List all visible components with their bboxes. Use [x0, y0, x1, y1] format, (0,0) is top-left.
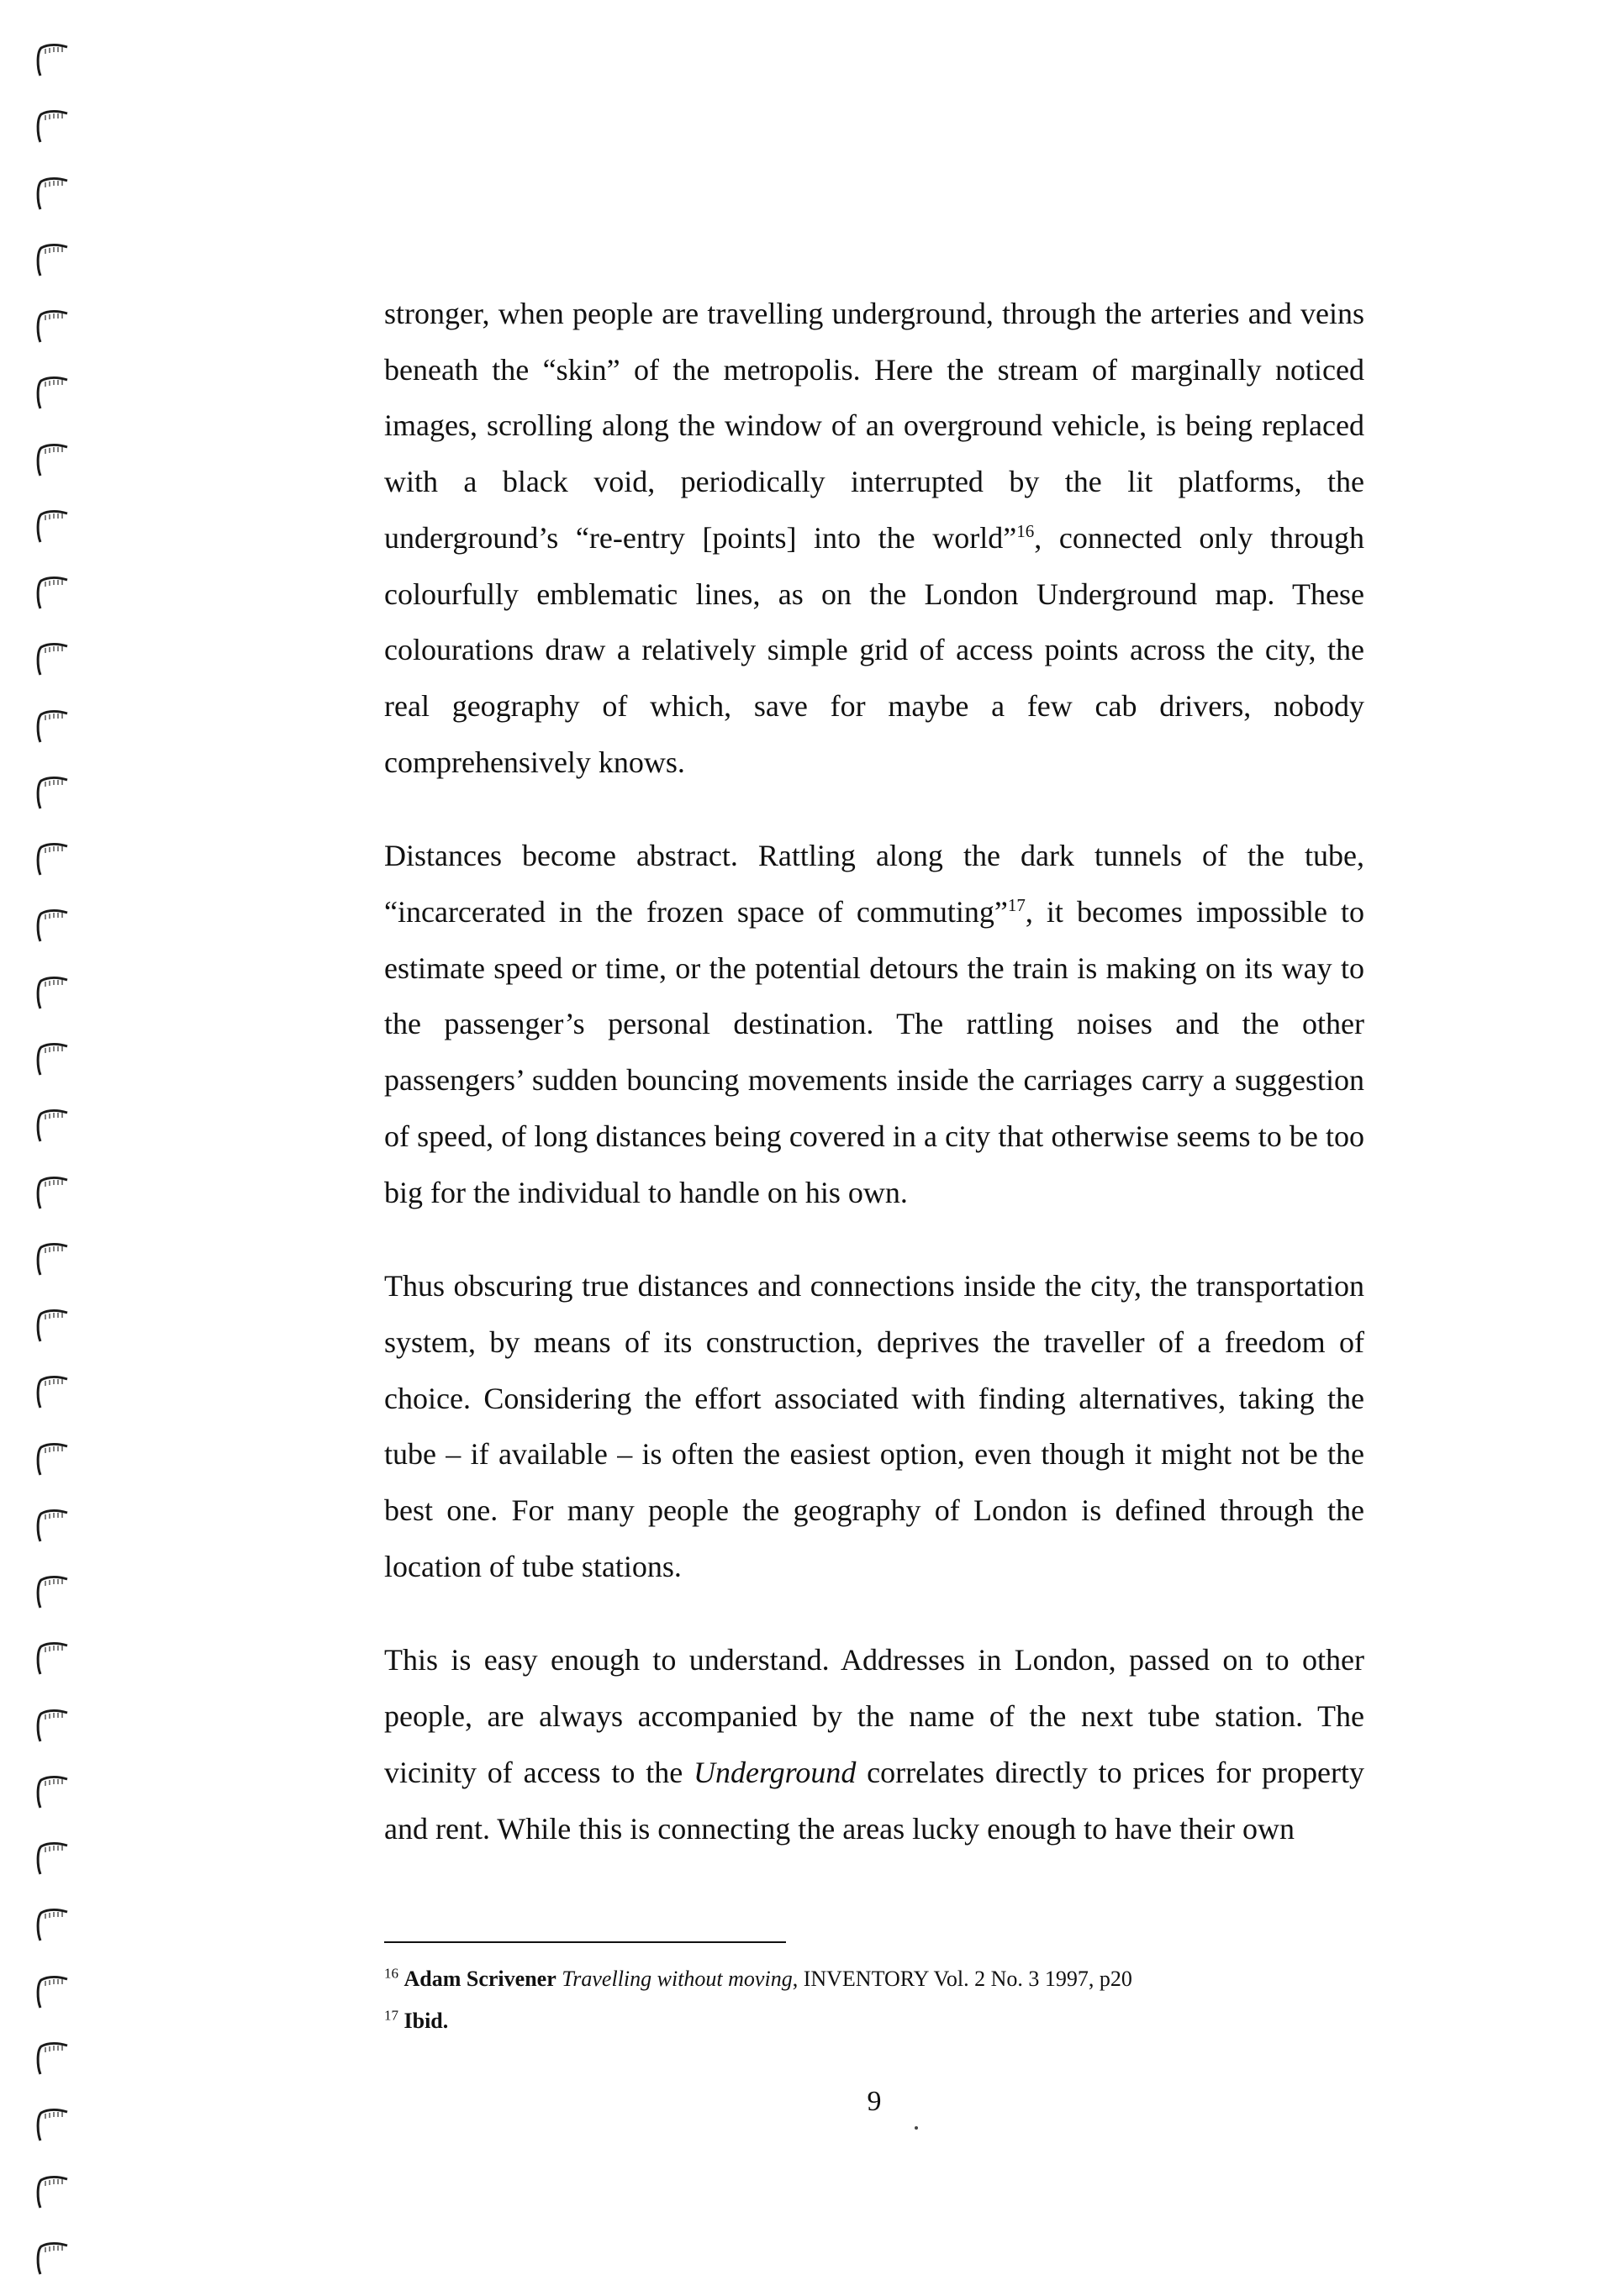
binding-ring-icon	[34, 2041, 71, 2077]
binding-ring-icon	[34, 308, 71, 345]
footnote-text: Ibid.	[404, 2009, 449, 2033]
binding-ring-icon	[34, 1640, 71, 1677]
binding-ring-icon	[34, 1574, 71, 1611]
binding-ring-icon	[34, 908, 71, 945]
paragraph-4	[384, 1632, 1364, 1856]
spiral-binding	[34, 42, 76, 2278]
paragraph-1-text-cont: , connected only through colourfully emblematic lines, as on the London Underground map. These colourations draw a relatively simple grid of access points across the city, the real geography of which, save for maybe a few cab drivers, nobody comprehensively knows.	[384, 520, 1364, 779]
paragraph-2-text: Distances become abstract. Rattling along the dark tunnels of the tube, “incarcerated in the frozen space of commuting”	[384, 839, 1364, 929]
paragraph-4-emphasis: Underground	[694, 1755, 857, 1789]
footnote-number: 17	[384, 2007, 398, 2024]
binding-ring-icon	[34, 1108, 71, 1145]
paragraph-3: Thus obscuring true distances and connections inside the city, the transportation system, by means of its construction, deprives the traveller of a freedom of choice. Considering the effort associated with finding alternatives, taking the tube – if available – is often the easiest option, even though it might not be the best one. For many people the geography of London is defined through the location of tube stations.	[384, 1269, 1364, 1583]
body-text	[384, 286, 1364, 1894]
scan-speck	[915, 2126, 918, 2130]
binding-ring-icon	[34, 508, 71, 545]
binding-ring-icon	[34, 2241, 71, 2278]
binding-ring-icon	[34, 1308, 71, 1345]
paragraph-2	[384, 828, 1364, 1220]
binding-ring-icon	[34, 1974, 71, 2011]
paragraph-1	[384, 286, 1364, 790]
footnote-citation: , INVENTORY Vol. 2 No. 3 1997, p20	[792, 1967, 1132, 1991]
binding-ring-icon	[34, 242, 71, 279]
binding-ring-icon	[34, 708, 71, 745]
footnote-16	[384, 1958, 1364, 2000]
binding-ring-icon	[34, 1708, 71, 1745]
footnotes	[384, 1958, 1364, 2042]
footnote-title: Travelling without moving	[562, 1967, 793, 1991]
binding-ring-icon	[34, 1508, 71, 1545]
binding-ring-icon	[34, 1441, 71, 1478]
binding-ring-icon	[34, 42, 71, 79]
binding-ring-icon	[34, 2107, 71, 2144]
binding-ring-icon	[34, 1241, 71, 1278]
binding-ring-icon	[34, 1041, 71, 1078]
binding-ring-icon	[34, 641, 71, 678]
binding-ring-icon	[34, 1907, 71, 1944]
footnote-ref-17[interactable]: 17	[1007, 895, 1026, 916]
binding-ring-icon	[34, 375, 71, 412]
binding-ring-icon	[34, 575, 71, 612]
binding-ring-icon	[34, 1774, 71, 1811]
binding-ring-icon	[34, 975, 71, 1012]
paragraph-4-text: This is easy enough to understand. Addresses in London, passed on to other people, are always accompanied by the name of the next tube station. The vicinity of access to the	[384, 1643, 1364, 1789]
footnote-ref-16[interactable]: 16	[1016, 520, 1035, 541]
binding-ring-icon	[34, 841, 71, 878]
binding-ring-icon	[34, 2174, 71, 2211]
binding-ring-icon	[34, 442, 71, 479]
binding-ring-icon	[34, 1175, 71, 1212]
footnote-17	[384, 2000, 1364, 2042]
binding-ring-icon	[34, 1840, 71, 1877]
binding-ring-icon	[34, 108, 71, 145]
paragraph-2-text-cont: , it becomes impossible to estimate speed or time, or the potential detours the train is making on its way to the passenger’s personal destination. The rattling noises and the other passengers’ sudden bouncing movements inside the carriages carry a suggestion of speed, of long distances being covered in a city that otherwise seems to be too big for the individual to handle on his own.	[384, 895, 1364, 1209]
paragraph-1-text: stronger, when people are travelling underground, through the arteries and veins beneath the “skin” of the metropolis. Here the stream of marginally noticed images, scrolling along the window of an overground vehicle, is being replaced with a black void, periodically interrupted by the lit platforms, the underground’s “re-entry [points] into the world”	[384, 297, 1364, 555]
paragraph-4-text-cont: correlates directly to prices for property and rent. While this is connecting the areas lucky enough to have their own	[384, 1755, 1365, 1846]
footnote-number: 16	[384, 1965, 398, 1982]
footnote-author: Adam Scrivener	[404, 1967, 556, 1991]
page-number: 9	[867, 2086, 882, 2117]
binding-ring-icon	[34, 775, 71, 812]
binding-ring-icon	[34, 1374, 71, 1411]
binding-ring-icon	[34, 176, 71, 213]
footnote-divider	[384, 1941, 786, 1943]
